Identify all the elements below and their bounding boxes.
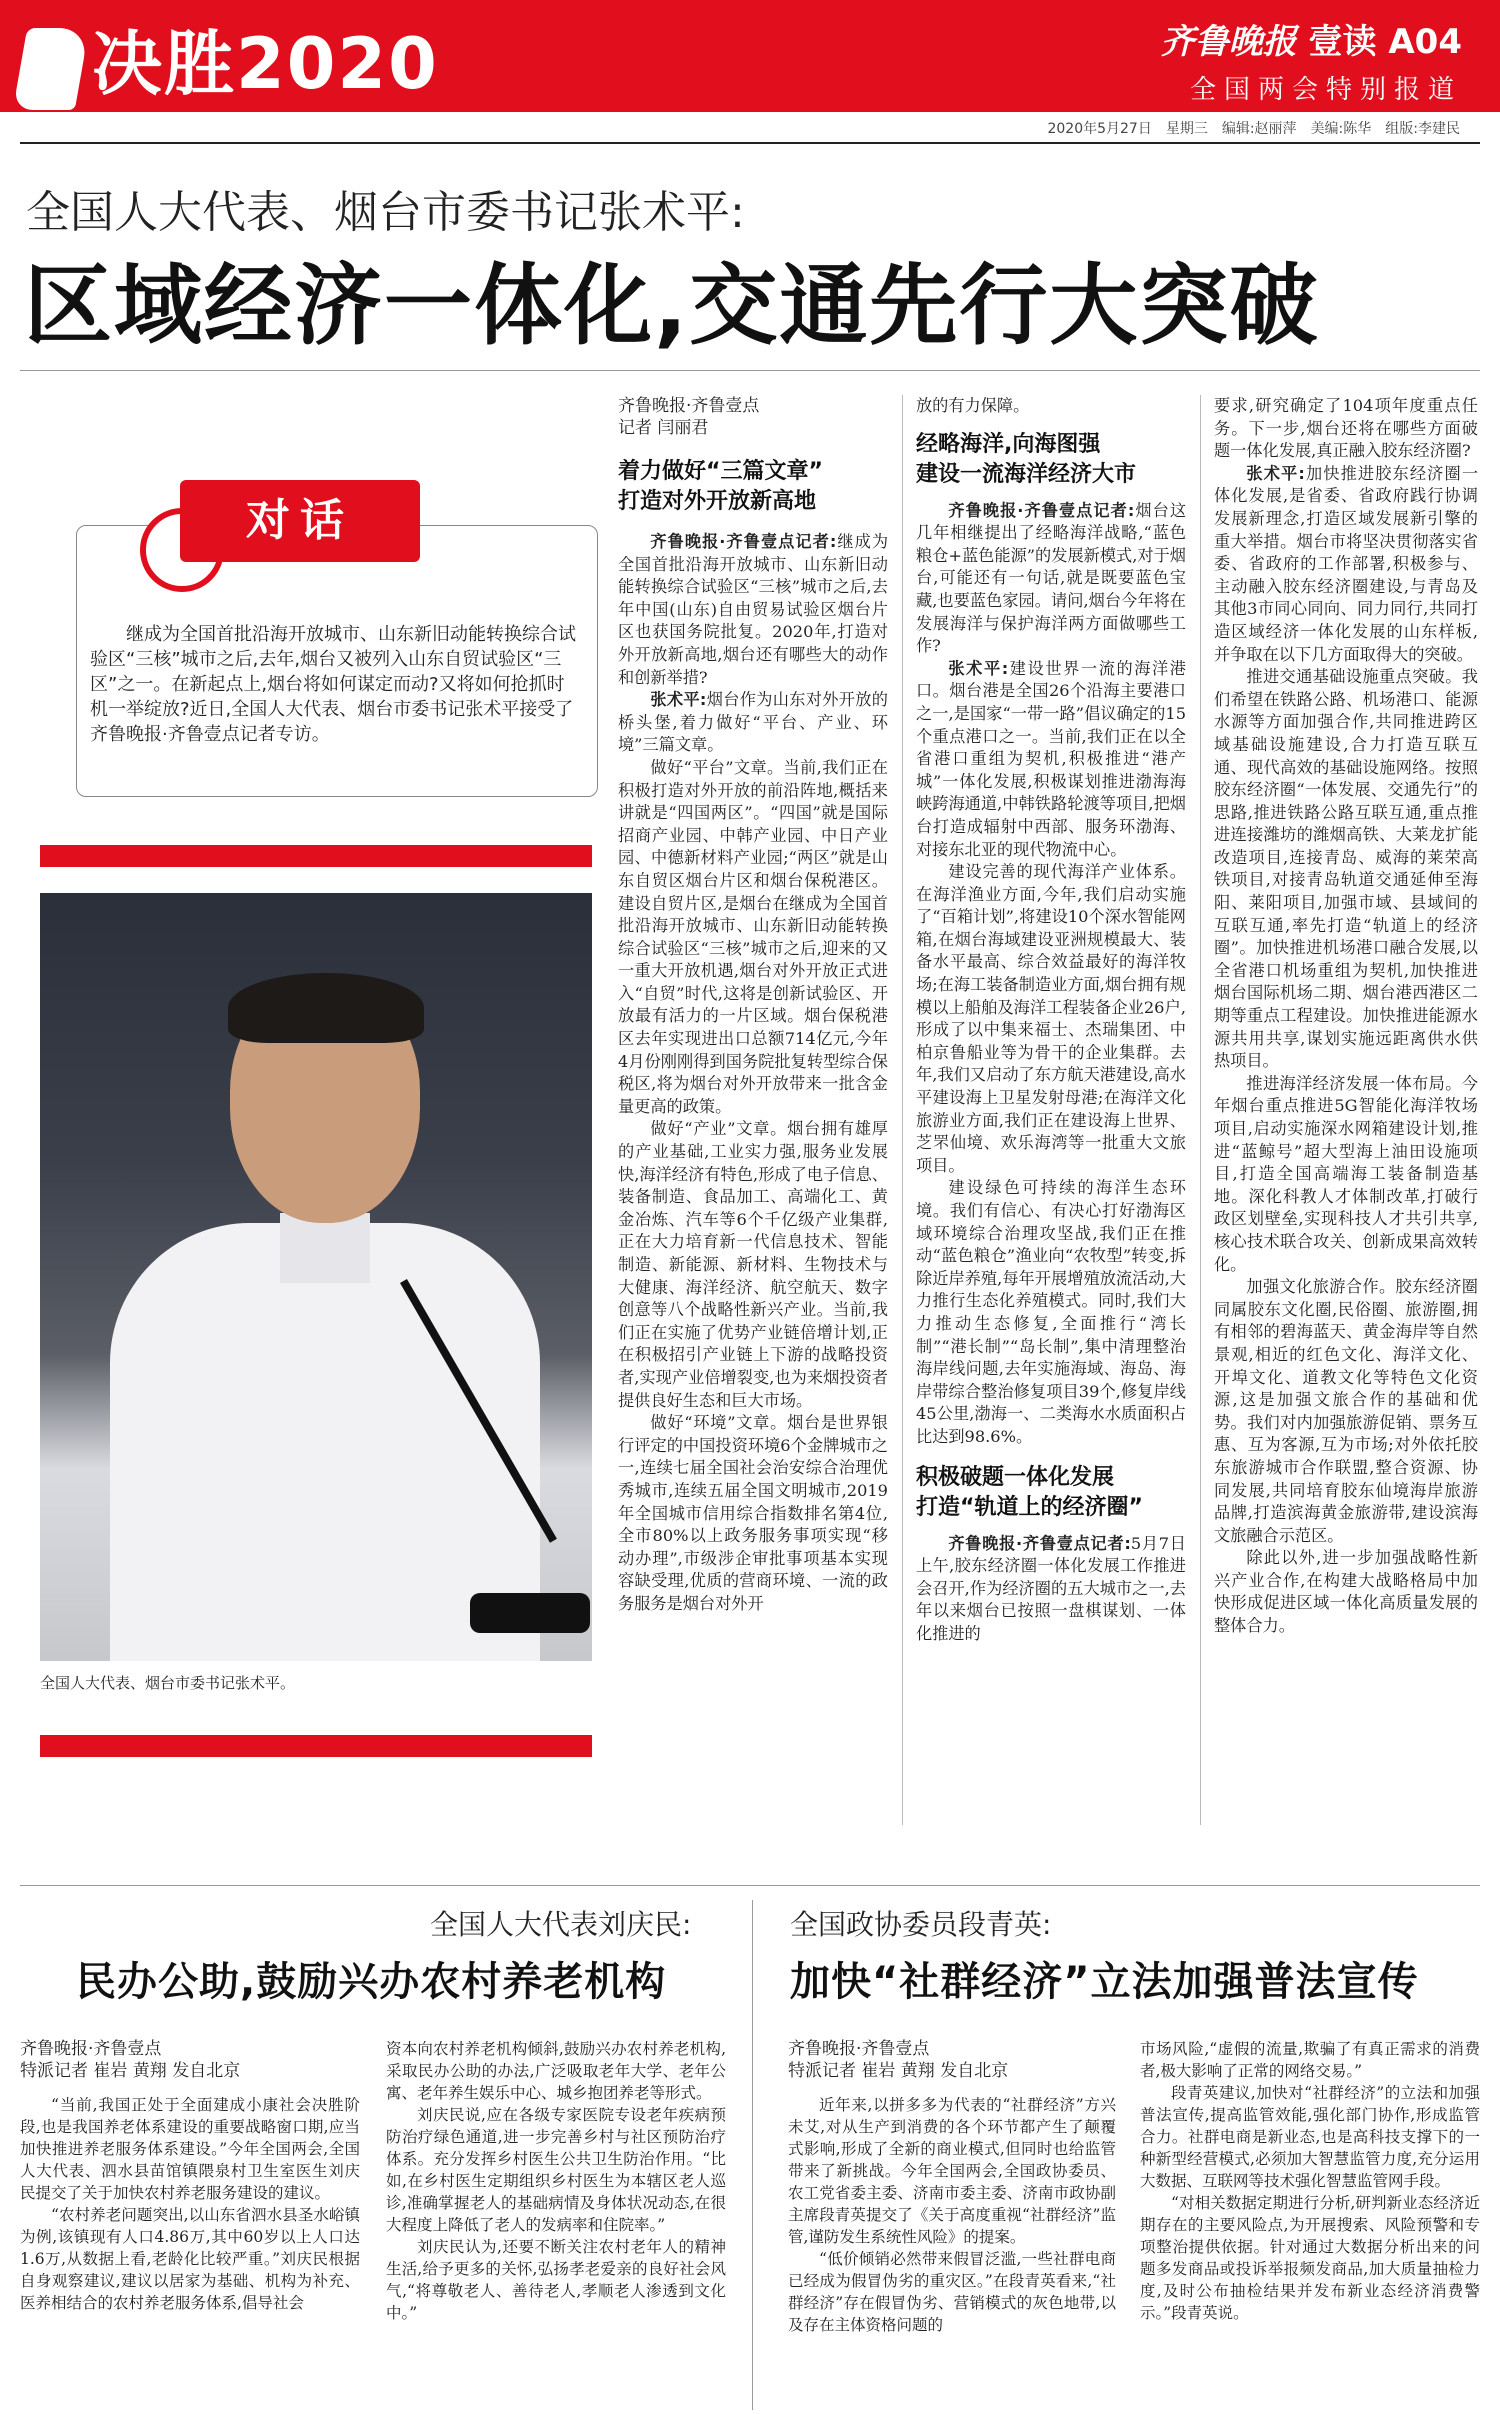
answer-speaker: 张术平: xyxy=(1246,463,1305,483)
paragraph: 段青英建议,加快对“社群经济”的立法和加强普法宣传,提高监管效能,强化部门协作,形成监管合力。社群电商是新业态,也是高科技支撑下的一种新型经营模式,必须加大智慧监管力度,充分运用大数据、互联网等技术强化智慧监管网手段。 xyxy=(1140,2084,1480,2190)
story-right-byline-reporter: 特派记者 崔岩 黄翔 发自北京 xyxy=(788,2061,1009,2081)
editor-credit: 编辑:赵丽萍 xyxy=(1221,121,1297,137)
col2-subhead-4: 打造“轨道上的经济圈” xyxy=(916,1494,1143,1520)
lead-column-1 xyxy=(618,395,888,1616)
column-rule xyxy=(902,395,903,1825)
story-left-column-1 xyxy=(20,2038,360,2314)
col2-subhead-2: 建设一流海洋经济大市 xyxy=(916,461,1137,487)
col2-subhead-1: 经略海洋,向海图强 xyxy=(916,431,1101,457)
col1-subhead-2: 打造对外开放新高地 xyxy=(618,489,817,514)
paragraph: 建设完善的现代海洋产业体系。在海洋渔业方面,今年,我们启动实施了“百箱计划”,将建设10个深水智能网箱,在烟台海域建设亚洲规模最大、装备水平最高、综合效益最好的海洋牧场;在海工装备制造业方面,烟台拥有规模以上船舶及海洋工程装备企业26户,形成了以中集来福士、杰瑞集团、中柏京鲁船业等为骨干的企业集群。去年,我们又启动了东方航天港建设,高水平建设海上卫星发射母港;在海洋文化旅游业方面,我们正在建设海上世界、芝罘仙境、欢乐海湾等一批重大文旅项目。 xyxy=(916,862,1186,1175)
story-right-headline: 加快“社群经济”立法加强普法宣传 xyxy=(790,1959,1419,2005)
paragraph: 加强文化旅游合作。胶东经济圈同属胶东文化圈,民俗圈、旅游圈,拥有相邻的碧海蓝天、黄金海岸等自然景观,相近的红色文化、海洋文化、开埠文化、道教文化等特色文化资源,这是加强文旅合作的基础和优势。我们对内加强旅游促销、票务互惠、互为客源,互为市场;对外依托胶东旅游城市合作联盟,整合资源、协同发展,共同培育胶东仙境海岸旅游品牌,打造滨海黄金旅游带,建设滨海文旅融合示范区。 xyxy=(1214,1277,1478,1545)
portrait-photo xyxy=(40,893,592,1661)
lead-byline-source: 齐鲁晚报·齐鲁壹点 xyxy=(618,396,760,416)
story-right-column-2 xyxy=(1140,2038,1480,2324)
question-text: 烟台这几年相继提出了经略海洋战略,“蓝色粮仓+蓝色能源”的发展新模式,对于烟台,可能还有一句话,就是既要蓝色宝藏,也要蓝色家园。请问,烟台今年将在发展海洋与保护海洋两方面做哪些工作? xyxy=(916,500,1187,656)
story-left-byline-reporter: 特派记者 崔岩 黄翔 发自北京 xyxy=(20,2061,241,2081)
lead-headline: 区域经济一体化,交通先行大突破 xyxy=(24,254,1320,357)
page-number: A04 xyxy=(1388,22,1462,62)
proof-credit: 组版:李建民 xyxy=(1385,121,1460,137)
question-text: 5月7日上午,胶东经济圈一体化发展工作推进会召开,作为经济圈的五大城市之一,去年以来烟台已按照一盘棋谋划、一体化推进的 xyxy=(916,1533,1186,1643)
paragraph: 市场风险,“虚假的流量,欺骗了有真正需求的消费者,极大影响了正常的网络交易。” xyxy=(1140,2040,1480,2080)
dialogue-tag: 对话 xyxy=(180,480,420,562)
paragraph: 刘庆民说,应在各级专家医院专设老年疾病预防治疗绿色通道,进一步完善乡村与社区预防治疗体系。充分发挥乡村医生公共卫生防治作用。“比如,在乡村医生定期组织乡村医生为本辖区老人巡诊,准确掌握老人的基础病情及身体状况动态,在很大程度上降低了老人的发病率和住院率。” xyxy=(386,2106,726,2234)
paragraph: 做好“产业”文章。烟台拥有雄厚的产业基础,工业实力强,服务业发展快,海洋经济有特色,形成了电子信息、装备制造、食品加工、高端化工、黄金冶炼、汽车等6个千亿级产业集群,正在大力培育新一代信息技术、智能制造、新能源、新材料、生物技术与大健康、海洋经济、航空航天、数字创意等八个战略性新兴产业。当前,我们正在实施了优势产业链倍增计划,正在积极招引产业链上下游的战略投资者,实现产业倍增裂变,也为来烟投资者提供良好生态和巨大市场。 xyxy=(618,1119,888,1410)
answer-text: 烟台作为山东对外开放的桥头堡,着力做好“平台、产业、环境”三篇文章。 xyxy=(618,690,888,755)
section-logo xyxy=(20,8,439,110)
column-rule xyxy=(1200,395,1201,1825)
designer-credit: 美编:陈华 xyxy=(1310,121,1372,137)
question-text: 继成为全国首批沿海开放城市、山东新旧动能转换综合试验区“三核”城市之后,去年中国(山东)自由贸易试验区烟台片区也获国务院批复。2020年,打造对外开放新高地,烟台还有哪些大的动作和创新举措? xyxy=(618,532,889,687)
masthead-right xyxy=(1161,14,1462,106)
paragraph: “低价倾销必然带来假冒泛滥,一些社群电商已经成为假冒伪劣的重灾区。”在段青英看来,“社群经济”存在假冒伪劣、营销模式的灰色地带,以及存在主体资格问题的 xyxy=(788,2250,1116,2334)
col1-subhead-1: 着力做好“三篇文章” xyxy=(618,459,823,484)
paragraph: 做好“平台”文章。当前,我们正在积极打造对外开放的前沿阵地,概括来讲就是“四国两区”。“四国”就是国际招商产业园、中韩产业园、中日产业园、中德新材料产业园;“两区”就是山东自贸区烟台片区和烟台保税港区。建设自贸片区,是烟台在继成为全国首批沿海开放城市、山东新旧动能转换综合试验区“三核”城市之后,迎来的又一重大开放机遇,烟台对外开放正式进入“自贸”时代,这将是创新试验区、开放最有活力的一片区域。烟台保税港区去年实现进出口总额714亿元,今年4月份刚刚得到国务院批复转型综合保税区,将为烟台对外开放带来一批含金量更高的政策。 xyxy=(618,757,888,1116)
story-left-byline-source: 齐鲁晚报·齐鲁壹点 xyxy=(20,2039,162,2059)
paragraph: 刘庆民认为,还要不断关注农村老年人的精神生活,给予更多的关怀,弘扬孝老爱亲的良好社会风气,“将尊敬老人、善待老人,孝顺老人渗透到文化中。” xyxy=(386,2238,726,2322)
lead-kicker: 全国人大代表、烟台市委书记张术平: xyxy=(26,187,745,238)
photo-caption: 全国人大代表、烟台市委书记张术平。 xyxy=(40,1674,296,1692)
paragraph: “对相关数据定期进行分析,研判新业态经济近期存在的主要风险点,为开展搜索、风险预警和专项整治提供依据。针对通过大数据分析出来的问题多发商品或投诉举报频发商品,加大质量抽检力度,及时公布抽检结果并发布新业态经济消费警示。”段青英说。 xyxy=(1140,2194,1480,2322)
headline-rule xyxy=(20,370,1480,371)
fist-icon xyxy=(13,28,89,110)
story-left-column-2 xyxy=(386,2038,726,2324)
answer-text: 建设世界一流的海洋港口。烟台港是全国26个沿海主要港口之一,是国家“一带一路”倡议确定的15个重点港口之一。当前,我们正在以全省港口重组为契机,积极推进“港产城”一体化发展,积极谋划推进渤海海峡跨海通道,中韩铁路轮渡等项目,把烟台打造成辐射中西部、服务环渤海、对接东北亚的现代物流中心。 xyxy=(916,658,1186,859)
question-speaker: 齐鲁晚报·齐鲁壹点记者: xyxy=(650,532,837,551)
brand-section: 壹读 xyxy=(1308,22,1377,62)
header-rule xyxy=(20,142,1480,144)
section-rule xyxy=(20,1885,1480,1886)
paragraph: 做好“环境”文章。烟台是世界银行评定的中国投资环境6个金牌城市之一,连续七届全国社会治安综合治理优秀城市,连续五届全国文明城市,2019年全国城市信用综合指数排名第4位,全市80%以上政务服务事项实现“移动办理”,市级涉企审批事项基本实现容缺受理,优质的营商环境、一流的政务服务是烟台对外开 xyxy=(618,1413,888,1613)
edition-weekday: 星期三 xyxy=(1165,121,1208,137)
dialogue-intro: 继成为全国首批沿海开放城市、山东新旧动能转换综合试验区“三核”城市之后,去年,烟台又被列入山东自贸试验区“三区”之一。在新起点上,烟台将如何谋定而动?又将如何抢抓时机一举绽放?近日,全国人大代表、烟台市委书记张术平接受了齐鲁晚报·齐鲁壹点记者专访。 xyxy=(90,624,576,745)
question-speaker: 齐鲁晚报·齐鲁壹点记者: xyxy=(948,500,1135,520)
section-logo-text: 决胜2020 xyxy=(92,23,439,105)
answer-speaker: 张术平: xyxy=(650,690,707,710)
story-right-column-1 xyxy=(788,2038,1116,2336)
paragraph: “农村养老问题突出,以山东省泗水县圣水峪镇为例,该镇现有人口4.86万,其中60岁以上人口达1.6万,从数据上看,老龄化比较严重。”刘庆民根据自身观察建议,建议以居家为基础、机构为补充、医养相结合的农村养老服务体系,倡导社会 xyxy=(20,2206,360,2312)
paragraph: 推进交通基础设施重点突破。我们希望在铁路公路、机场港口、能源水源等方面加强合作,共同推进跨区域基础设施建设,合力打造互联互通、现代高效的基础设施网络。按照胶东经济圈“一体发展、交通先行”的思路,推进铁路公路互联互通,重点推进连接潍坊的潍烟高铁、大莱龙扩能改造项目,连接青岛、威海的莱荣高铁项目,对接青岛轨道交通延伸至海阳、莱阳项目,加强市域、县域间的互联互通,率先打造“轨道上的经济圈”。加快推进机场港口融合发展,以全省港口机场重组为契机,加快推进烟台国际机场二期、烟台港西港区二期等重点工程建设。加快推进能源水源共用共享,谋划实施远距离供水供热项目。 xyxy=(1214,667,1478,1071)
paragraph: 放的有力保障。 xyxy=(916,396,1030,415)
story-left-kicker: 全国人大代表刘庆民: xyxy=(430,1908,692,1941)
story-right-byline-source: 齐鲁晚报·齐鲁壹点 xyxy=(788,2039,930,2059)
col2-subhead-3: 积极破题一体化发展 xyxy=(916,1464,1115,1490)
paragraph: 推进海洋经济发展一体布局。今年烟台重点推进5G智能化海洋牧场项目,启动实施深水网箱建设计划,推进“蓝鲸号”超大型海上油田设施项目,打造全国高端海工装备制造基地。深化科教人才体制改革,打破行政区划壁垒,实现科技人才共引共享,核心技术联合攻关、创新成果高效转化。 xyxy=(1214,1073,1478,1274)
paragraph: 资本向农村养老机构倾斜,鼓励兴办农村养老机构,采取民办公助的办法,广泛吸取老年大学、老年公寓、老年养生娱乐中心、城乡抱团养老等形式。 xyxy=(386,2040,726,2102)
paragraph: “当前,我国正处于全面建成小康社会决胜阶段,也是我国养老体系建设的重要战略窗口期,应当加快推进养老服务体系建设。”今年全国两会,全国人大代表、泗水县苗馆镇隈泉村卫生室医生刘庆民提交了关于加快农村养老服务建设的建议。 xyxy=(20,2096,360,2202)
story-right-kicker: 全国政协委员段青英: xyxy=(790,1908,1052,1941)
lead-byline-reporter: 记者 闫丽君 xyxy=(618,418,709,438)
special-report-label: 全国两会特别报道 xyxy=(1189,75,1462,105)
edition-date: 2020年5月27日 xyxy=(1047,121,1152,137)
red-divider-top xyxy=(40,845,592,867)
paragraph: 要求,研究确定了104项年度重点任务。下一步,烟台还将在哪些方面破题一体化发展,真正融入胶东经济圈? xyxy=(1214,396,1478,461)
lead-column-3 xyxy=(1214,395,1478,1638)
lead-column-2 xyxy=(916,395,1186,1646)
answer-text: 加快推进胶东经济圈一体化发展,是省委、省政府践行协调发展新理念,打造区域发展新引擎的重大举措。烟台市将坚决贯彻落实省委、省政府的工作部署,积极参与、主动融入胶东经济圈建设,与青岛及其他3市同心同向、同力同行,共同打造区域经济一体化发展的山东样板,并争取在以下几方面取得大的突破。 xyxy=(1214,463,1479,664)
paragraph: 除此以外,进一步加强战略性新兴产业合作,在构建大战略格局中加快形成促进区域一体化高质量发展的整体合力。 xyxy=(1214,1548,1478,1636)
brand-name: 齐鲁晚报 xyxy=(1160,22,1297,62)
paragraph: 近年来,以拼多多为代表的“社群经济”方兴未艾,对从生产到消费的各个环节都产生了颠覆式影响,形成了全新的商业模式,但同时也给监管带来了新挑战。今年全国两会,全国政协委员、农工党省委主委、济南市委主委、济南市政协副主席段青英提交了《关于高度重视“社群经济”监管,谨防发生系统性风险》的提案。 xyxy=(788,2096,1116,2246)
paragraph: 建设绿色可持续的海洋生态环境。我们有信心、有决心打好渤海区域环境综合治理攻坚战,我们正在推动“蓝色粮仓”渔业向“农牧型”转变,拆除近岸养殖,每年开展增殖放流活动,大力推行生态化养殖模式。同时,我们大力推动生态修复,全面推行“湾长制”“港长制”“岛长制”,集中清理整治海岸线问题,去年实施海域、海岛、海岸带综合整治修复项目39个,修复岸线45公里,渤海一、二类海水水质面积占比达到98.6%。 xyxy=(916,1178,1186,1446)
story-divider xyxy=(752,1900,753,2410)
red-divider-bottom xyxy=(40,1735,592,1757)
edition-meta xyxy=(860,118,1460,138)
question-speaker: 齐鲁晚报·齐鲁壹点记者: xyxy=(948,1533,1131,1553)
story-left-headline: 民办公助,鼓励兴办农村养老机构 xyxy=(76,1959,667,2005)
answer-speaker: 张术平: xyxy=(948,658,1009,678)
